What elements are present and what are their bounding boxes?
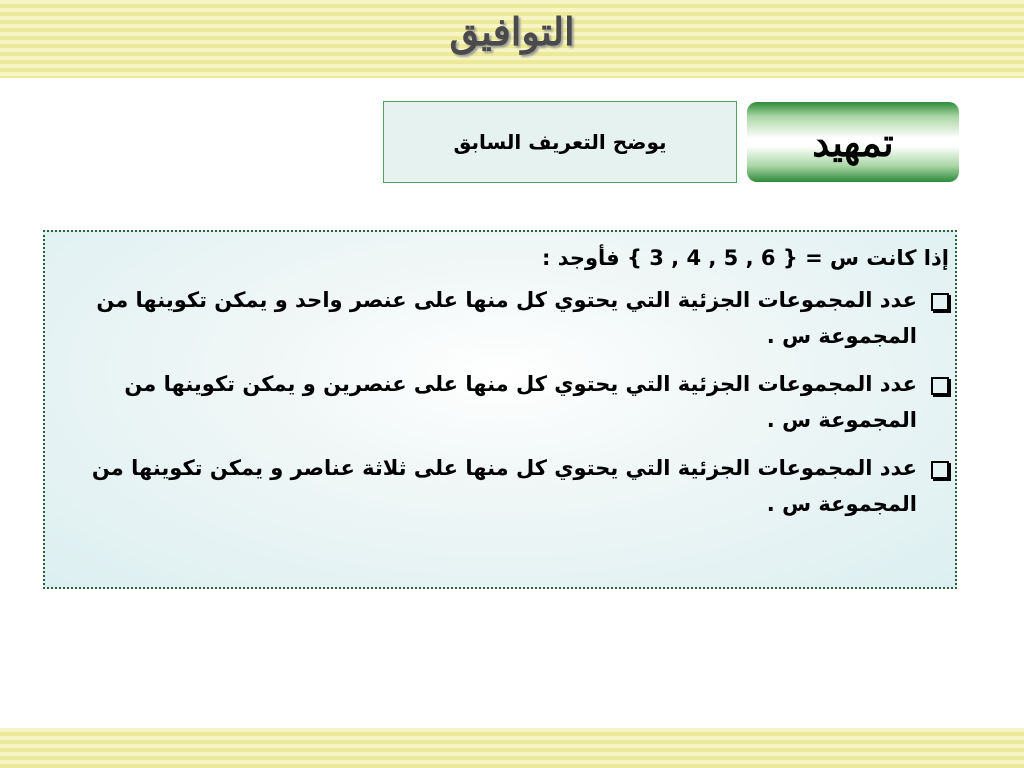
- list-item: [55, 450, 949, 522]
- tamheed-label: تمهيد: [812, 119, 894, 165]
- intro-line: [55, 240, 949, 276]
- square-bullet-icon: [931, 461, 949, 479]
- note-box: [383, 101, 737, 183]
- question-text: عدد المجموعات الجزئية التي يحتوي كل منها على عنصرين و يمكن تكوينها من المجموعة س .: [124, 372, 917, 432]
- list-item: [55, 366, 949, 438]
- square-bullet-icon: [931, 377, 949, 395]
- slide-title: التوافيق: [449, 9, 575, 54]
- intro-suffix: فأوجد :: [542, 246, 627, 270]
- question-list: [55, 282, 949, 522]
- note-text: يوضح التعريف السابق: [453, 130, 667, 154]
- content-box: [43, 230, 957, 589]
- question-text: عدد المجموعات الجزئية التي يحتوي كل منها على ثلاثة عناصر و يمكن تكوينها من المجموعة س .: [91, 456, 917, 516]
- set-definition: { 3 , 4 , 5 , 6 }: [627, 246, 798, 270]
- tamheed-label-box: [747, 102, 959, 182]
- list-item: [55, 282, 949, 354]
- question-text: عدد المجموعات الجزئية التي يحتوي كل منها على عنصر واحد و يمكن تكوينها من المجموعة س .: [96, 288, 917, 348]
- bottom-decorative-band: [0, 728, 1024, 768]
- intro-prefix: إذا كانت س =: [797, 246, 949, 270]
- square-bullet-icon: [931, 293, 949, 311]
